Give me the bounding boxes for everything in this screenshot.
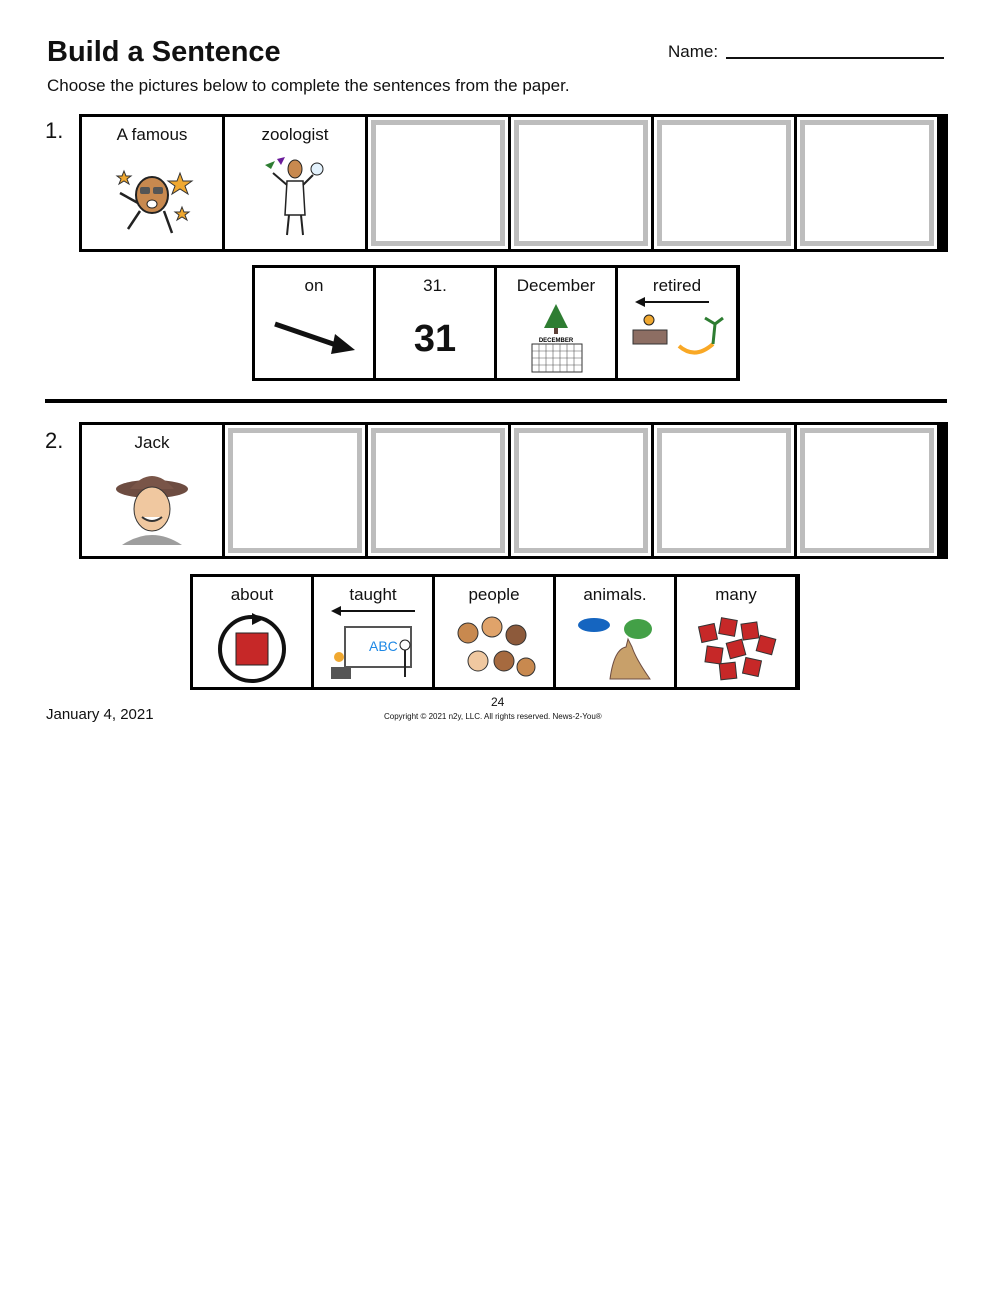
- empty-slot[interactable]: [797, 425, 937, 556]
- empty-slot[interactable]: [511, 117, 651, 249]
- copyright: Copyright © 2021 n2y, LLC. All rights reserved. News-2-You®: [384, 712, 602, 721]
- animals-icon: [570, 609, 660, 685]
- page-title: Build a Sentence: [47, 36, 281, 68]
- choice-card-december[interactable]: [497, 268, 615, 378]
- board-text: ABC: [369, 638, 398, 654]
- empty-slot[interactable]: [797, 117, 937, 249]
- empty-slot[interactable]: [654, 425, 794, 556]
- empty-slot[interactable]: [511, 425, 651, 556]
- jack-portrait-icon: [112, 465, 192, 545]
- name-label: Name:: [668, 42, 719, 61]
- calendar-heading: DECEMBER: [538, 338, 574, 344]
- sentence-1-card-famous[interactable]: [82, 117, 222, 249]
- card-label: many: [715, 585, 757, 604]
- card-label: taught: [349, 585, 397, 604]
- retired-icon: [629, 296, 725, 366]
- section-divider: [45, 399, 947, 403]
- sentence-2-card-jack[interactable]: [82, 425, 222, 556]
- choice-card-many[interactable]: [677, 577, 795, 687]
- choice-card-31[interactable]: [376, 268, 494, 378]
- arrow-icon: [269, 318, 359, 358]
- sentence-number: 2.: [45, 428, 64, 453]
- sentence-2-word-bank: [190, 574, 800, 690]
- famous-person-icon: [110, 167, 194, 237]
- big-number: 31: [413, 318, 457, 360]
- empty-slot[interactable]: [368, 425, 508, 556]
- empty-slot[interactable]: [368, 117, 508, 249]
- card-label: on: [304, 276, 324, 295]
- card-label: 31.: [423, 276, 447, 295]
- empty-slot[interactable]: [654, 117, 794, 249]
- choice-card-on[interactable]: [255, 268, 373, 378]
- name-field[interactable]: [726, 57, 944, 59]
- card-label: Jack: [134, 433, 170, 452]
- sentence-2-row: [79, 422, 948, 559]
- sentence-1-word-bank: [252, 265, 740, 381]
- choice-card-about[interactable]: [193, 577, 311, 687]
- choice-card-people[interactable]: [435, 577, 553, 687]
- card-label: A famous: [116, 125, 188, 144]
- card-label: about: [230, 585, 274, 604]
- people-icon: [452, 615, 536, 685]
- sentence-1-card-zoologist[interactable]: [225, 117, 365, 249]
- card-label: December: [516, 276, 596, 295]
- choice-card-animals[interactable]: [556, 577, 674, 687]
- sentence-number: 1.: [45, 118, 64, 143]
- instructions: Choose the pictures below to complete the sentences from the paper.: [47, 76, 570, 95]
- many-icon: [692, 615, 780, 685]
- footer-date: January 4, 2021: [46, 706, 154, 723]
- teacher-icon: [325, 605, 421, 685]
- page-number: 24: [491, 695, 505, 709]
- choice-card-retired[interactable]: [618, 268, 736, 378]
- empty-slot[interactable]: [225, 425, 365, 556]
- card-label: people: [468, 585, 520, 604]
- card-label: zoologist: [261, 125, 329, 144]
- choice-card-taught[interactable]: [314, 577, 432, 687]
- card-label: retired: [652, 276, 702, 295]
- zoologist-icon: [255, 153, 335, 239]
- sentence-1-row: [79, 114, 948, 252]
- about-icon: [212, 611, 292, 687]
- card-label: animals.: [583, 585, 647, 604]
- calendar-icon: [526, 302, 586, 374]
